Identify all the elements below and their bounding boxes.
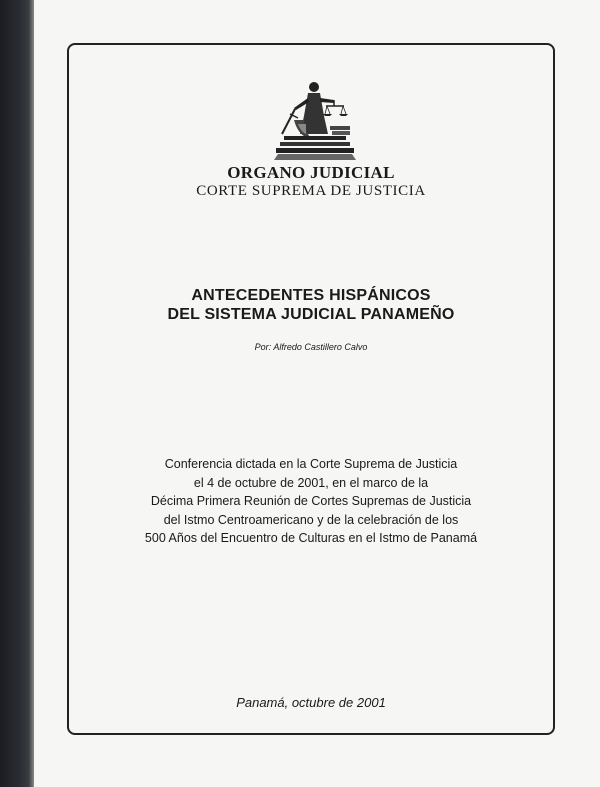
title-line-2: DEL SISTEMA JUDICIAL PANAMEÑO <box>167 306 455 323</box>
institution-subtitle: CORTE SUPREMA DE JUSTICIA <box>196 183 426 199</box>
conference-line: 500 Años del Encuentro de Culturas en el Istmo de Panamá <box>144 531 478 545</box>
conference-line: Conferencia dictada en la Corte Suprema de Justicia <box>164 457 458 471</box>
conference-description <box>67 455 555 548</box>
title-line-1: ANTECEDENTES HISPÁNICOS <box>191 287 431 304</box>
institution-name: ORGANO JUDICIAL <box>227 163 395 182</box>
book-binding <box>0 0 34 787</box>
author-byline: Por: Alfredo Castillero Calvo <box>254 342 368 352</box>
place-and-date: Panamá, octubre de 2001 <box>236 695 386 710</box>
document-title <box>67 286 555 324</box>
conference-line: Décima Primera Reunión de Cortes Supremas de Justicia <box>150 494 472 508</box>
conference-line: del Istmo Centroamericano y de la celebración de los <box>163 512 459 527</box>
justice-figure-seal-icon <box>268 76 360 162</box>
conference-line: el 4 de octubre de 2001, en el marco de la <box>193 475 429 490</box>
